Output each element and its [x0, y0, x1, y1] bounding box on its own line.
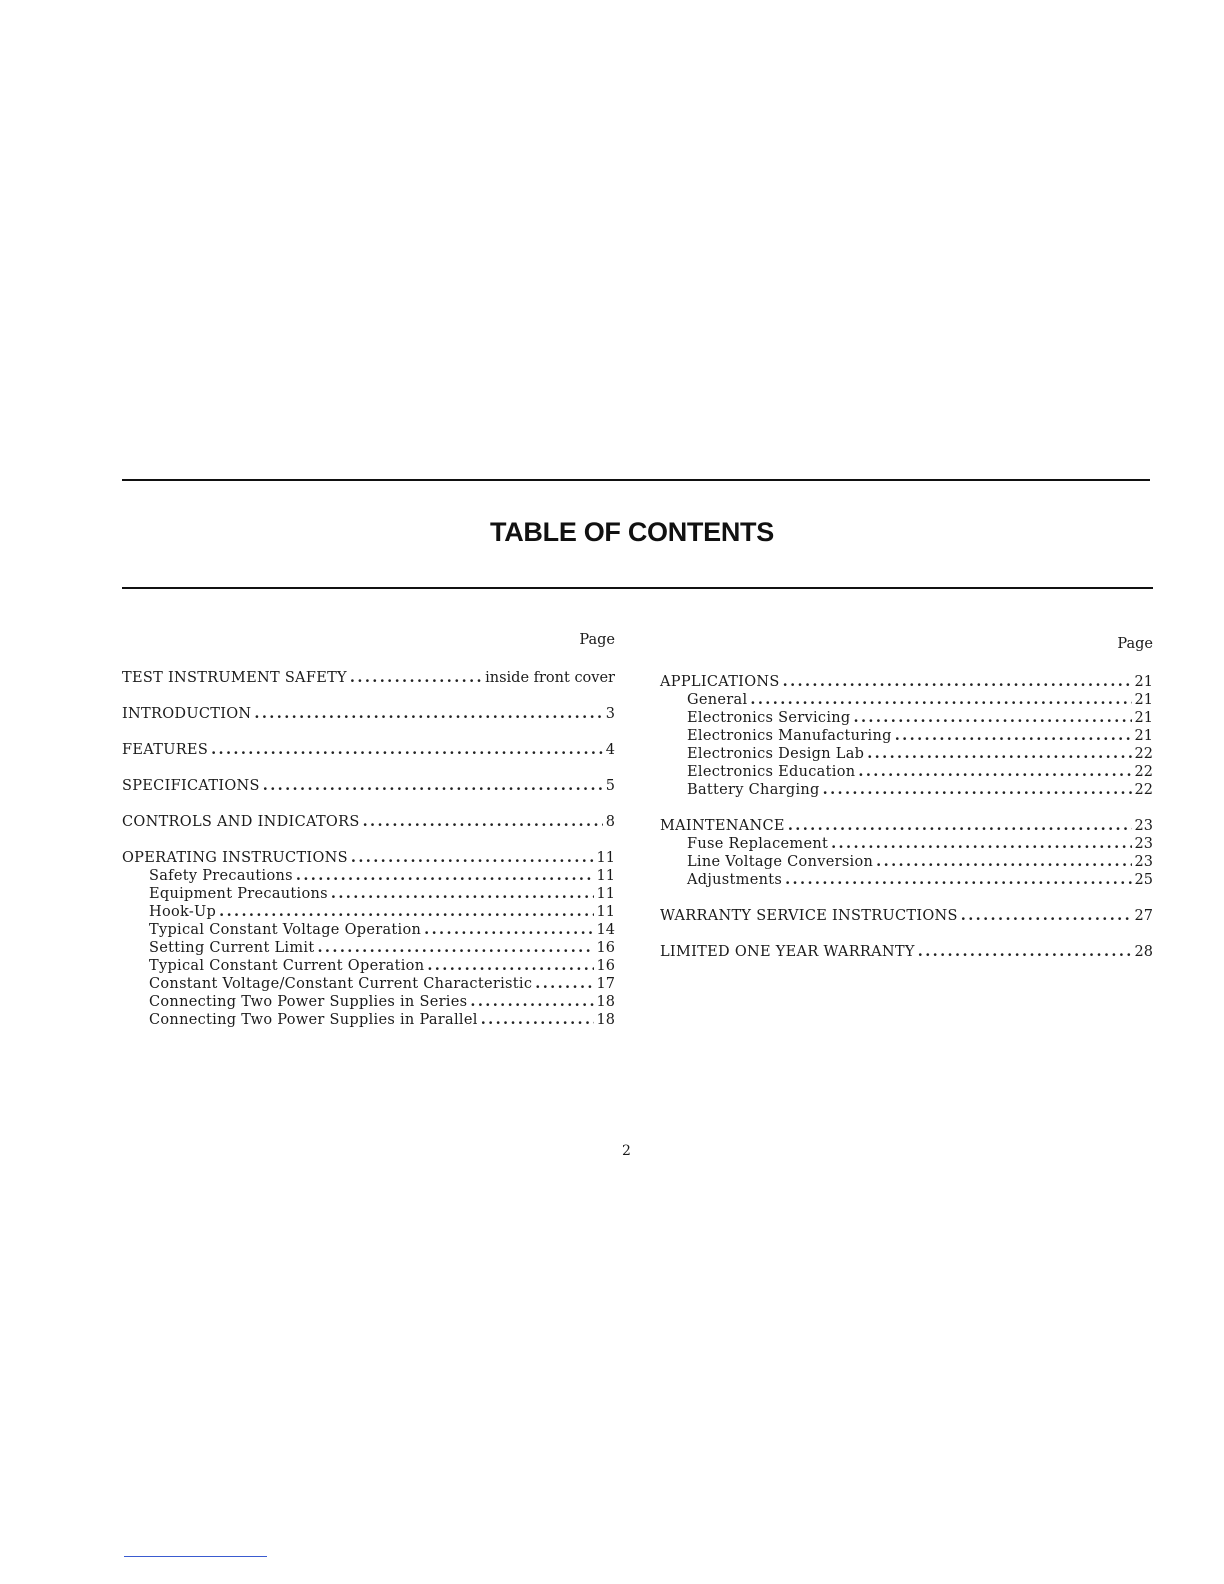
page-title: TABLE OF CONTENTS	[490, 517, 774, 547]
entry-title: Constant Voltage/Constant Current Characteristic	[149, 976, 533, 992]
toc-entry	[660, 673, 1153, 691]
toc-group	[122, 777, 615, 795]
entry-title: Typical Constant Current Operation	[149, 958, 425, 974]
toc-column-left	[122, 630, 615, 1047]
entry-title: APPLICATIONS	[660, 674, 780, 690]
entry-page: 18	[596, 994, 615, 1010]
entry-page: 11	[596, 868, 615, 884]
toc-subentry	[122, 921, 615, 939]
page-number: 2	[622, 1143, 631, 1159]
entry-title: Electronics Servicing	[687, 710, 851, 726]
dot-leader	[831, 835, 1131, 853]
footer-underline	[124, 1556, 267, 1557]
dot-leader	[296, 867, 594, 885]
entry-page: 3	[605, 706, 615, 722]
dot-leader	[961, 907, 1132, 925]
toc-entry	[122, 813, 615, 831]
dot-leader	[854, 709, 1132, 727]
entry-page: 16	[596, 940, 615, 956]
entry-page: 11	[596, 886, 615, 902]
page-column-heading: Page	[1117, 636, 1153, 652]
entry-page: 22	[1134, 746, 1153, 762]
dot-leader	[424, 921, 593, 939]
entry-title: INTRODUCTION	[122, 706, 252, 722]
dot-leader	[823, 781, 1132, 799]
toc-group	[122, 669, 615, 687]
entry-title: Connecting Two Power Supplies in Series	[149, 994, 468, 1010]
entry-page: 28	[1134, 944, 1153, 960]
toc-subentry	[122, 867, 615, 885]
entry-page: 14	[596, 922, 615, 938]
dot-leader	[263, 777, 603, 795]
toc-entry	[122, 849, 615, 867]
dot-leader	[219, 903, 593, 921]
toc-subentry	[660, 853, 1153, 871]
entry-page: 23	[1134, 836, 1153, 852]
entry-title: General	[687, 692, 748, 708]
entry-title: CONTROLS AND INDICATORS	[122, 814, 360, 830]
toc-group	[122, 813, 615, 831]
header-rule-top	[122, 479, 1150, 481]
toc-subentry	[660, 709, 1153, 727]
toc-subentry	[122, 975, 615, 993]
dot-leader	[481, 1011, 594, 1029]
entry-title: Setting Current Limit	[149, 940, 315, 956]
toc-entry	[660, 907, 1153, 925]
toc-entry	[122, 777, 615, 795]
entry-title: LIMITED ONE YEAR WARRANTY	[660, 944, 915, 960]
dot-leader	[535, 975, 593, 993]
entry-title: Safety Precautions	[149, 868, 293, 884]
entry-page: 4	[605, 742, 615, 758]
entry-page: 21	[1134, 728, 1153, 744]
toc-group	[122, 705, 615, 723]
entry-page: 16	[596, 958, 615, 974]
toc-subentry	[122, 939, 615, 957]
entry-title: MAINTENANCE	[660, 818, 785, 834]
entry-page: 27	[1134, 908, 1153, 924]
toc-entry	[660, 943, 1153, 961]
entry-title: TEST INSTRUMENT SAFETY	[122, 670, 347, 686]
toc-entry	[660, 817, 1153, 835]
dot-leader	[317, 939, 593, 957]
toc-subentry	[122, 957, 615, 975]
entry-title: Fuse Replacement	[687, 836, 829, 852]
toc-subentry	[122, 993, 615, 1011]
entry-page: 25	[1134, 872, 1153, 888]
toc-subentry	[660, 835, 1153, 853]
dot-leader	[785, 871, 1131, 889]
dot-leader	[783, 673, 1132, 691]
toc-group	[660, 817, 1153, 889]
toc-subentry	[122, 1011, 615, 1029]
entry-title: Connecting Two Power Supplies in Parallel	[149, 1012, 478, 1028]
dot-leader	[427, 957, 593, 975]
entry-page: 11	[596, 850, 615, 866]
entry-page: 21	[1134, 692, 1153, 708]
toc-column-right	[660, 634, 1153, 979]
entry-page: 8	[605, 814, 615, 830]
entry-page: 17	[596, 976, 615, 992]
entry-title: Electronics Manufacturing	[687, 728, 892, 744]
entry-page: 22	[1134, 764, 1153, 780]
dot-leader	[867, 745, 1131, 763]
toc-group	[660, 943, 1153, 961]
entry-page: 11	[596, 904, 615, 920]
toc-group	[122, 741, 615, 759]
dot-leader	[351, 849, 594, 867]
entry-title: Line Voltage Conversion	[687, 854, 874, 870]
toc-group	[122, 849, 615, 1029]
toc-subentry	[660, 691, 1153, 709]
dot-leader	[788, 817, 1132, 835]
dot-leader	[858, 763, 1131, 781]
dot-leader	[254, 705, 602, 723]
toc-subentry	[660, 745, 1153, 763]
entry-title: Electronics Education	[687, 764, 856, 780]
entry-page: 5	[605, 778, 615, 794]
dot-leader	[363, 813, 603, 831]
entry-page: 23	[1134, 818, 1153, 834]
toc-group	[660, 673, 1153, 799]
entry-title: Battery Charging	[687, 782, 820, 798]
entry-title: Electronics Design Lab	[687, 746, 865, 762]
header-rule-bottom	[122, 587, 1153, 589]
dot-leader	[331, 885, 594, 903]
dot-leader	[211, 741, 603, 759]
dot-leader	[918, 943, 1132, 961]
entry-page: 21	[1134, 710, 1153, 726]
toc-subentry	[122, 885, 615, 903]
toc-entry	[122, 669, 615, 687]
toc-entry	[122, 741, 615, 759]
entry-page: 21	[1134, 674, 1153, 690]
toc-subentry	[660, 763, 1153, 781]
entry-title: FEATURES	[122, 742, 209, 758]
toc-subentry	[660, 781, 1153, 799]
entry-page: 18	[596, 1012, 615, 1028]
toc-subentry	[660, 727, 1153, 745]
entry-title: Typical Constant Voltage Operation	[149, 922, 422, 938]
page-column-heading: Page	[579, 632, 615, 648]
dot-leader	[750, 691, 1131, 709]
entry-page: inside front cover	[485, 670, 615, 686]
entry-title: Hook-Up	[149, 904, 217, 920]
toc-group	[660, 907, 1153, 925]
toc-entry-list	[660, 673, 1153, 961]
entry-page: 23	[1134, 854, 1153, 870]
dot-leader	[350, 669, 482, 687]
toc-entry	[122, 705, 615, 723]
entry-title: OPERATING INSTRUCTIONS	[122, 850, 348, 866]
entry-title: Adjustments	[687, 872, 783, 888]
entry-page: 22	[1134, 782, 1153, 798]
toc-subentry	[122, 903, 615, 921]
entry-title: WARRANTY SERVICE INSTRUCTIONS	[660, 908, 958, 924]
toc-entry-list	[122, 669, 615, 1029]
dot-leader	[895, 727, 1132, 745]
entry-title: Equipment Precautions	[149, 886, 328, 902]
dot-leader	[470, 993, 593, 1011]
toc-subentry	[660, 871, 1153, 889]
dot-leader	[876, 853, 1131, 871]
entry-title: SPECIFICATIONS	[122, 778, 260, 794]
